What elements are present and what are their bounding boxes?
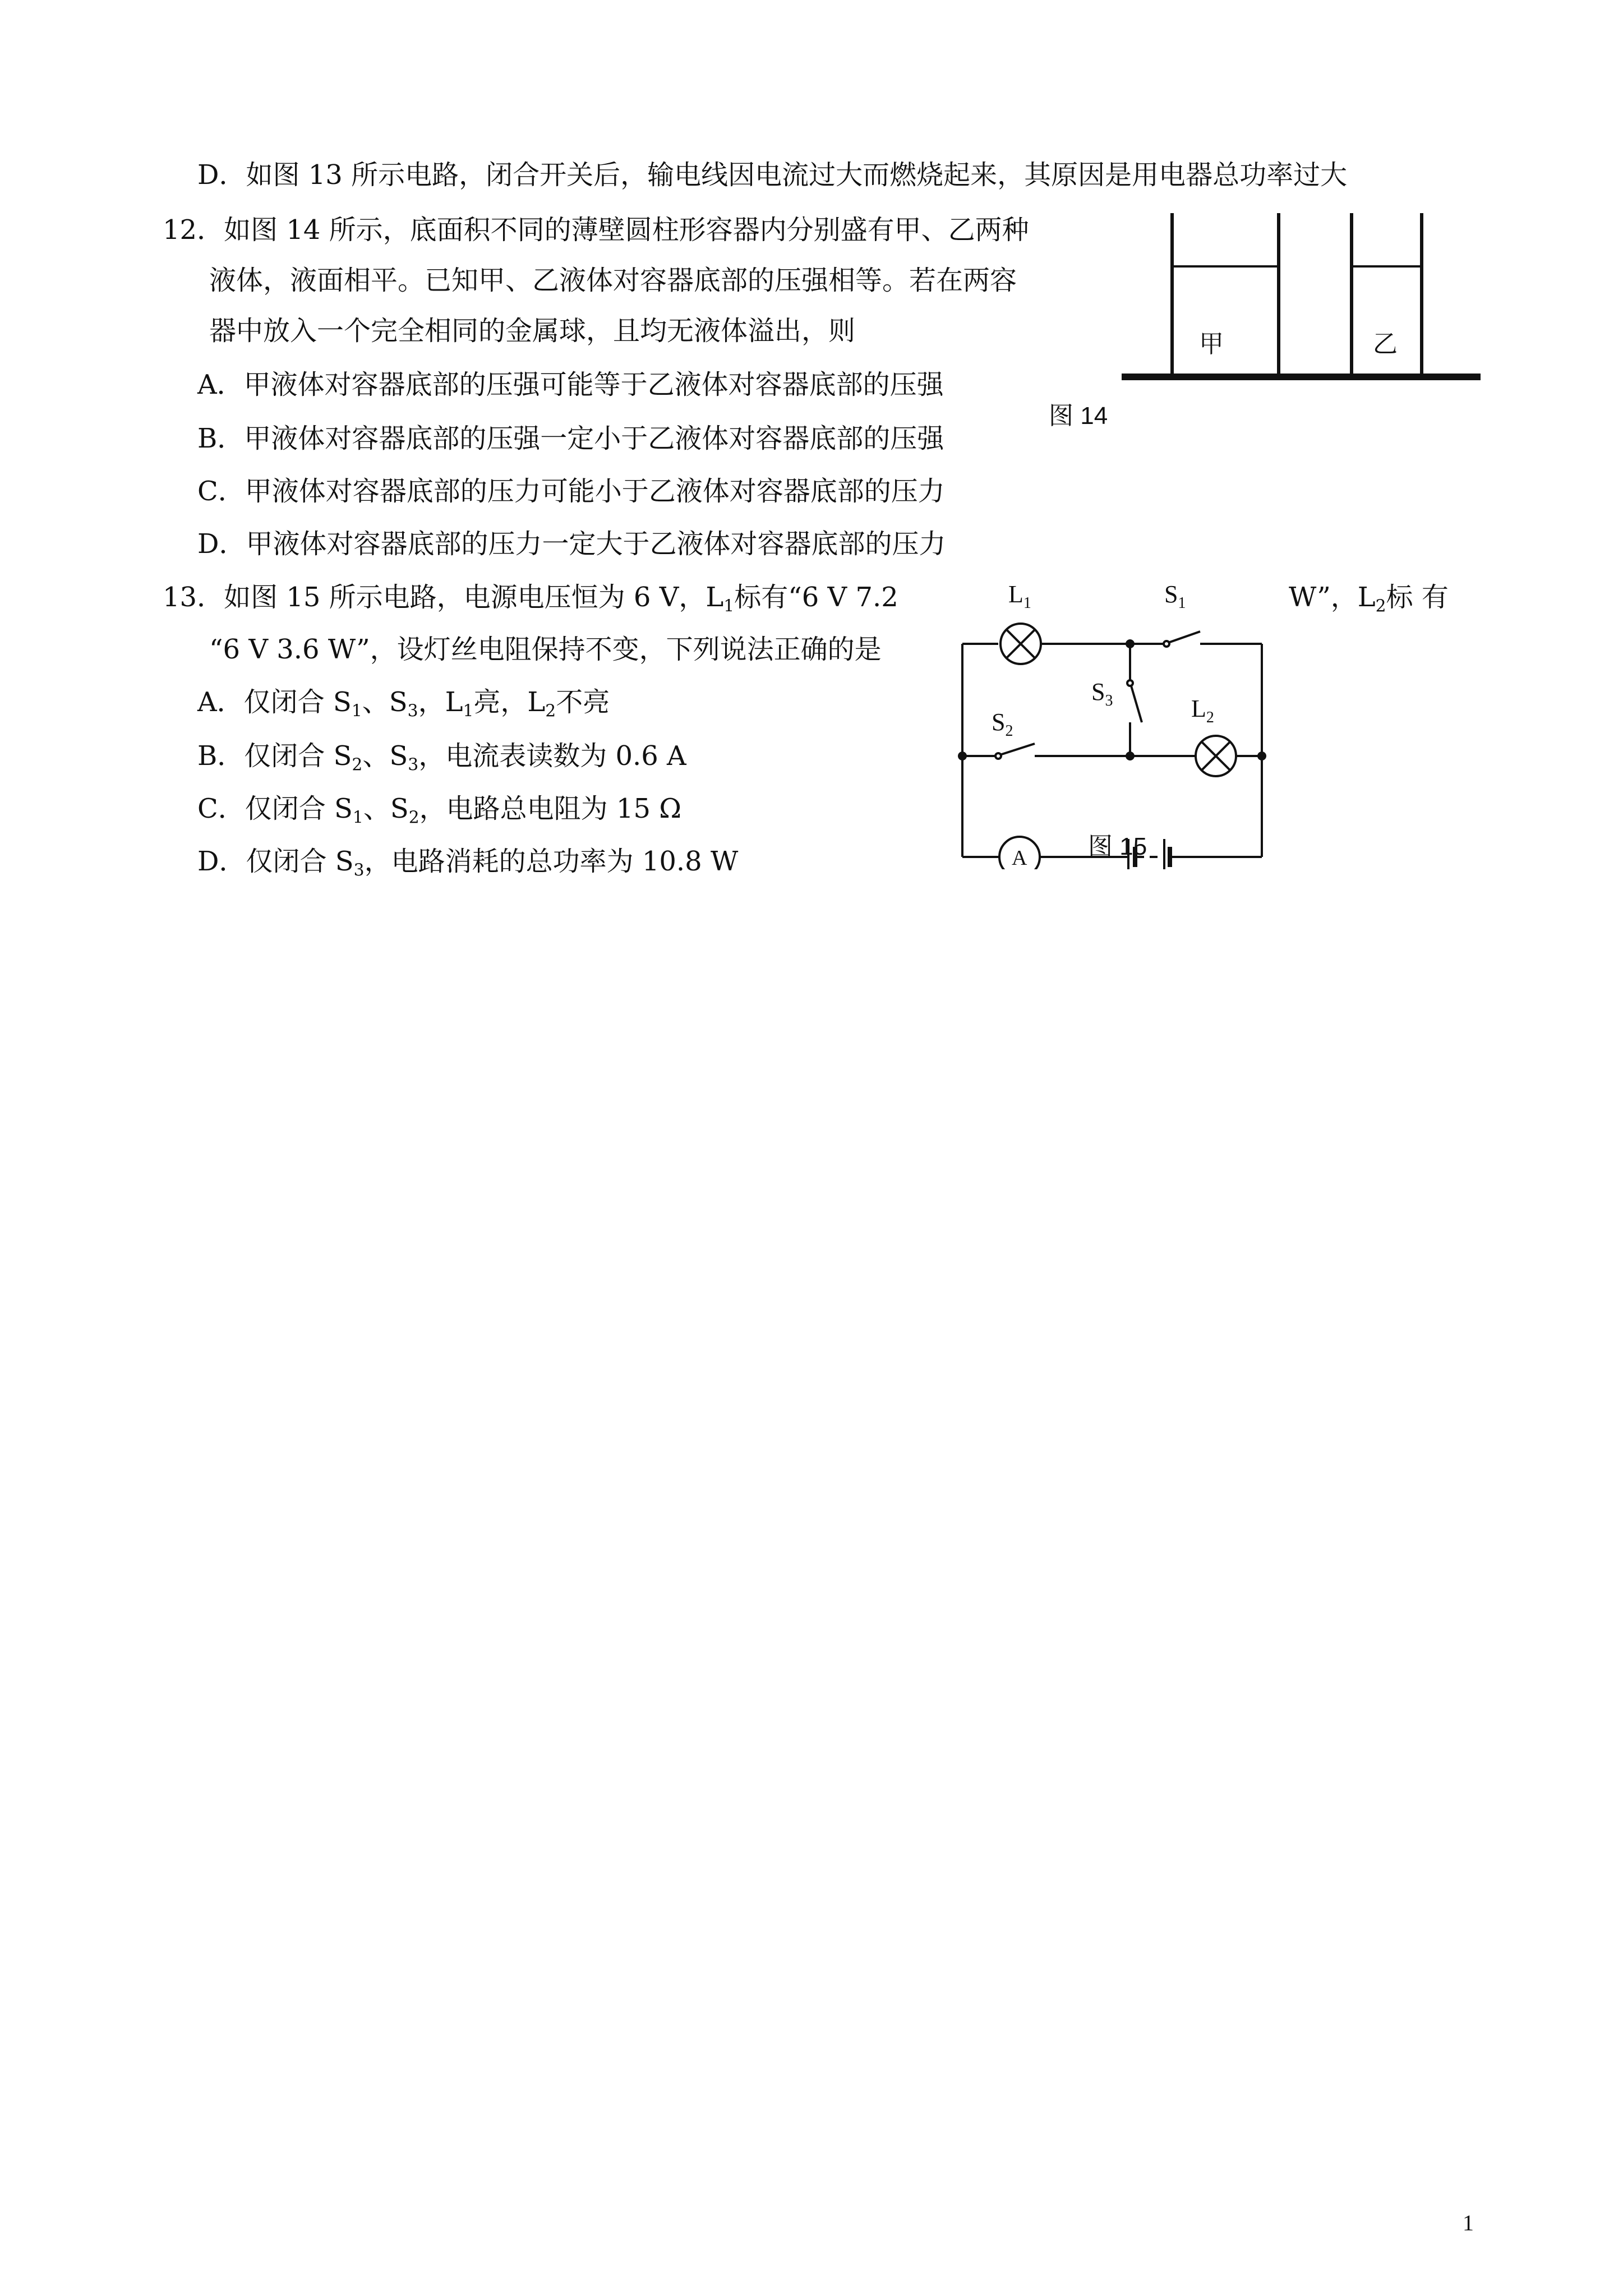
lamp-l2-label: $L_2$ <box>1191 695 1214 726</box>
lamp-l1-label: $L_1$ <box>1008 580 1031 612</box>
q12-option-d: D．甲液体对容器底部的压力一定大于乙液体对容器底部的压力 <box>197 528 946 560</box>
page-number: 1 <box>1463 2210 1474 2235</box>
q12-stem-line3: 器中放入一个完全相同的金属球，且均无液体溢出，则 <box>209 315 856 347</box>
switch-s2-label: $S_2$ <box>992 708 1013 740</box>
liquid-a-label: 甲 <box>1199 330 1224 358</box>
figure-14 <box>1122 213 1492 393</box>
q13-stem-line1: 13．如图 15 所示电路，电源电压恒为 6 V，$L_1$标有“6 V 7.2 <box>163 582 898 616</box>
q13-option-b: B．仅闭合 $S_2$、$S_3$，电流表读数为 0.6 A <box>197 740 686 775</box>
ammeter-label: A <box>1012 846 1027 869</box>
switch-s3-label: $S_3$ <box>1091 678 1113 709</box>
q13-option-a: A．仅闭合 $S_1$、$S_3$，$L_1$亮，$L_2$不亮 <box>197 686 610 721</box>
switch-s1-label: $S_1$ <box>1164 580 1186 612</box>
figure-14-caption: 图 14 <box>1049 402 1108 430</box>
q12-stem-line1: 12．如图 14 所示，底面积不同的薄壁圆柱形容器内分别盛有甲、乙两种 <box>163 214 1029 246</box>
figure-15-circuit <box>948 578 1279 869</box>
q13-stem-line2: “6 V 3.6 W”，设灯丝电阻保持不变，下列说法正确的是 <box>209 634 882 665</box>
q13-stem-line1-continued: W”，$L_2$标 有 <box>1289 582 1449 616</box>
figure-15-caption: 图 15 <box>1088 833 1147 860</box>
liquid-b-label: 乙 <box>1373 330 1398 358</box>
q12-stem-line2: 液体，液面相平。已知甲、乙液体对容器底部的压强相等。若在两容 <box>209 265 1017 296</box>
q12-option-b: B．甲液体对容器底部的压强一定小于乙液体对容器底部的压强 <box>197 423 944 454</box>
q12-option-a: A．甲液体对容器底部的压强可能等于乙液体对容器底部的压强 <box>197 369 944 400</box>
q13-option-d: D．仅闭合 $S_3$，电路消耗的总功率为 10.8 W <box>197 846 739 880</box>
q13-option-c: C．仅闭合 $S_1$、$S_2$，电路总电阻为 15 Ω <box>197 793 682 828</box>
q11-option-d: D．如图 13 所示电路，闭合开关后，输电线因电流过大而燃烧起来，其原因是用电器总功率过大 <box>197 159 1348 191</box>
q12-option-c: C．甲液体对容器底部的压力可能小于乙液体对容器底部的压力 <box>197 476 945 507</box>
